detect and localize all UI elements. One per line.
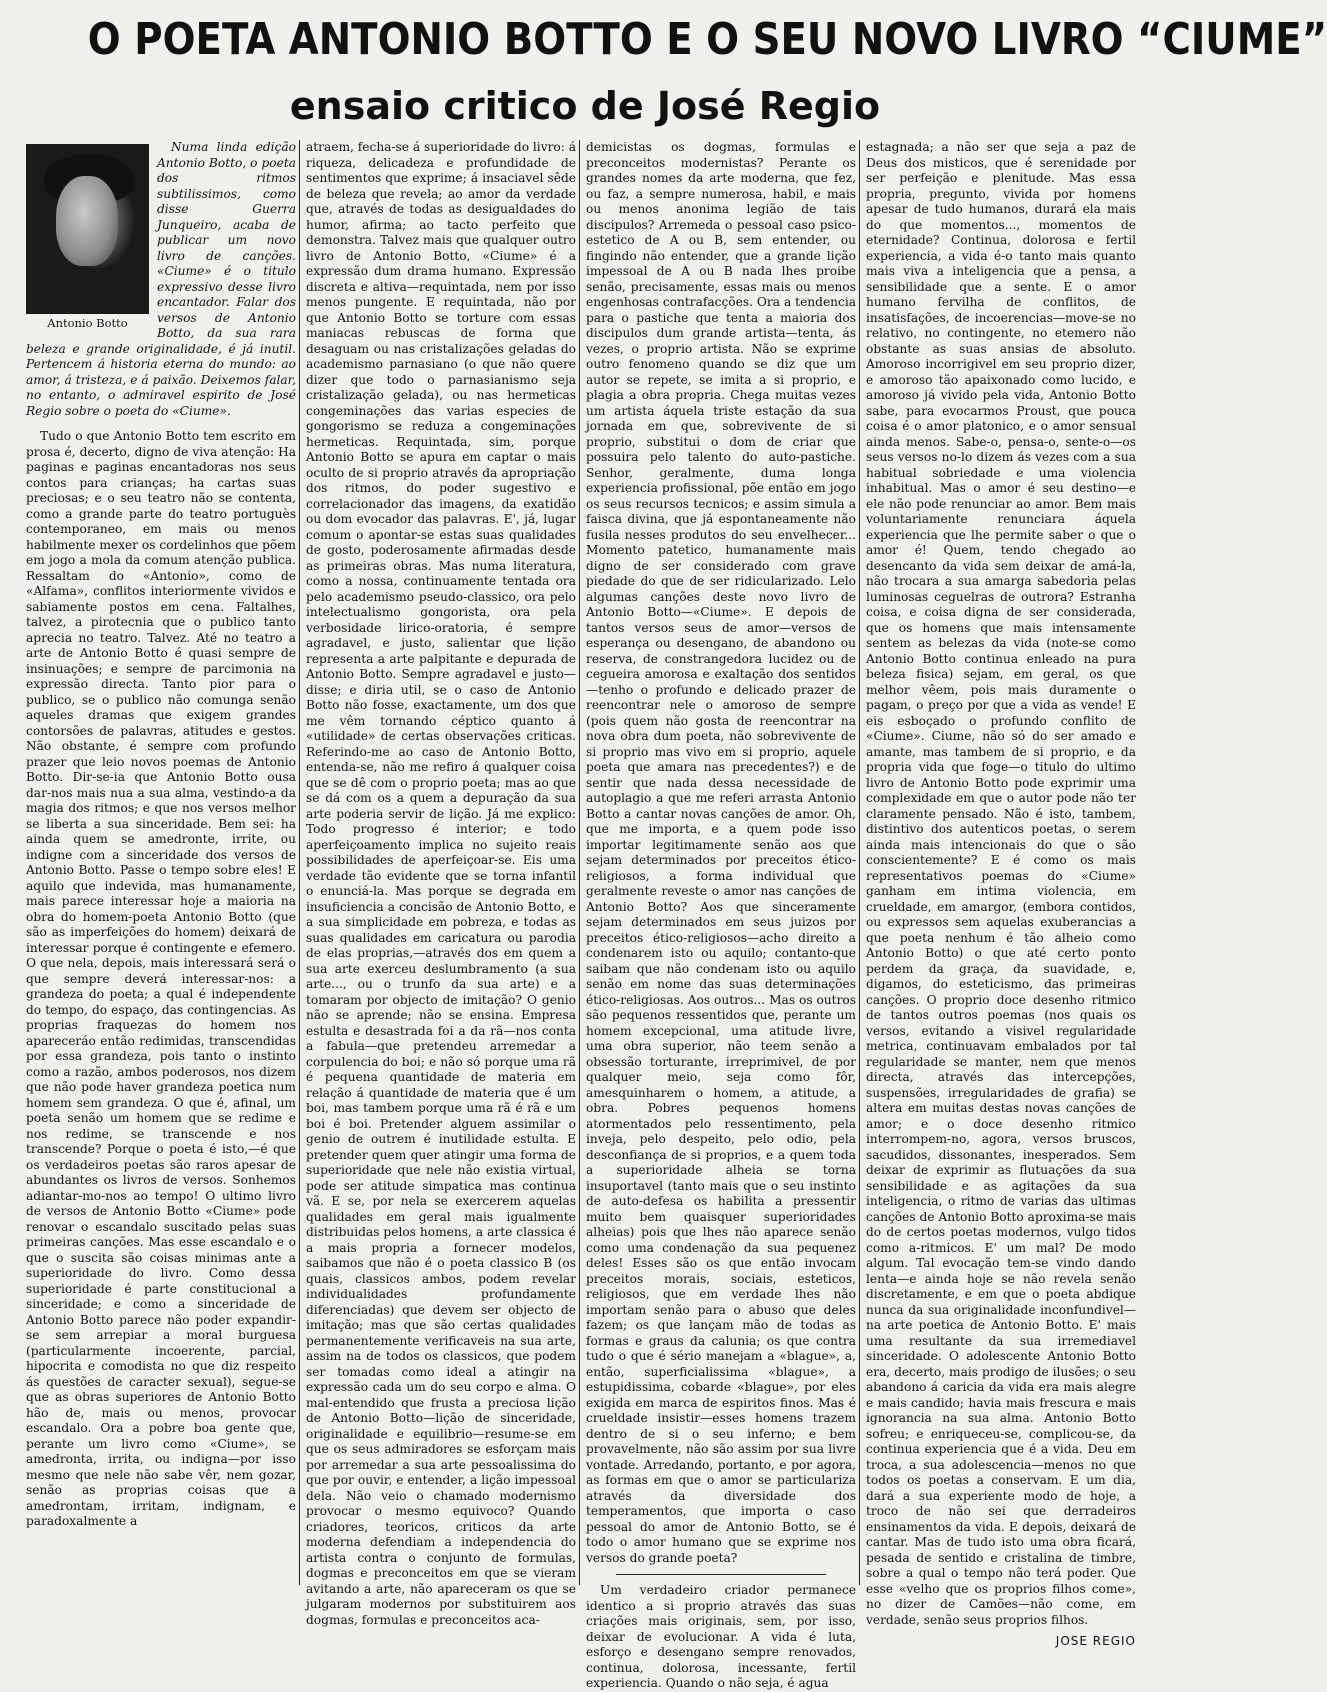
column-3 — [586, 140, 856, 1690]
column-3-tail-text: Um verdadeiro criador permanece identico a si proprio através das suas criações mais originais, sem, por isso, deixar de evolucionar. A vida é luta, esforço e desengano sempre renovados, continua, dolorosa, incessante, fertil experiencia. Quando o não seja, é agua — [586, 1583, 856, 1690]
section-separator — [616, 1574, 826, 1575]
photo-caption: Antonio Botto — [47, 316, 128, 330]
subheadline: ensaio critico de José Regio — [289, 84, 881, 128]
photo-face-shape — [56, 176, 118, 266]
column-3-text: demicistas os dogmas, formulas e preconceitos modernistas? Perante os grandes nomes da arte moderna, que fez, ou faz, a sempre numerosa, habil, e mais ou menos anonima legião de tais discipulos? Arremeda o pessoal caso psico-estetico de A ou B, sem entender, ou fingindo não entender, que a grande lição impessoal de A ou B nada lhes proibe senão, precisamente, essas mais ou menos engenhosas contrafacções. Ora a tendencia para o pastiche que tenta a maioria dos discipulos dum grande artista—tenta, ás vezes, o proprio artista. Não se exprime outro fenomeno quando se diz que um autor se repete, se imita a si proprio, e plagia a obra propria. Chega muitas vezes um artista áquela triste estação da sua jornada em que, sobrevivente de si proprio, substitui o dom de criar que possuira pelo talento do auto-pastiche. Senhor, geralmente, duma longa experiencia profissional, põe então em jogo os seus recursos tecnicos; e assim simula a faisca divina, que já espontaneamente não fusila nesses produtos do seu envelhecer... Momento pateticо, humanamente mais digno de ser considerado com grave piedade do que de ser ridicularizado. Lelo algumas canções deste novo livro de Antonio Botto—«Ciume». E depois de tantos versos seus de amor—versos de esperança ou desengano, de abandono ou reserva, de constrangedora lucidez ou de cegueira amorosa e exaltação dos sentidos—tenho o profundo e delicado prazer de reencontrar nele o amoroso de sempre (pois quem não gosta de reencontrar na nova obra dum poeta, não sobrevivente de si proprio mas vivo em si proprio, aquele poeta que amara nas precedentes?) e de sentir que nada dessa necessidade de autoplagio a que me referi arrasta Antonio Botto a cantar novas canções de amor. Oh, que me importa, e a quem pode isso importar legitimamente senão aos que sejam determinados por preceitos ético-religiosos, a forma individual que geralmente reveste o amor nas canções de Antonio Botto? Aos que sinceramente sejam determinados em seus juizos por preceitos ético-religiosos—acho direito a condenarem isto ou aquilo; contanto-que saibam que não condenam isto ou aquilo senão em nome das suas determinações ético-religiosas. Aos outros... Mas os outros são pequenos ressentidos que, perante um homem excepcional, uma atitude livre, uma obra superior, não teem senão a obsessão torturante, irreprimivel, de por qualquer meio, seja como fôr, amesquinharem o homem, a atitude, a obra. Pobres pequenos homens atormentados pelo ressentimento, pela inveja, pelo despeito, pelo odio, pela desconfiança de si proprios, e a quem toda a superioridade alheia se torna insuportavel (tanto mais que o seu instinto de auto-defesa os habilita a pressentir muito bem quaisquer superioridades alheias) pois que lhes não aparece senão como uma condenação da sua pequenez deles! Esses são os que então invocam preceitos morais, sociais, esteticos, religiosos, que em verdade lhes não importam senão para o abuso que deles fazem; os que lançam mão de todas as formas e graus da calunia; os que contra tudo o que é sério manejam a «blague», a, então, superficialissima «blague», a estupidissima, cobarde «blague», por eles exigida em marca de espiritos finos. Mas é crueldade insistir—esses homens trazem dentro de si o seu inferno; e bem provavelmente, não são assim por sua livre vontade. Arredando, portanto, e por agora, as formas em que o amor se particulariza através da diversidade dos temperamentos, que importa o caso pessoal do amor de Antonio Botto, se é todo o amor humano que se exprime nos versos do grande poeta? — [586, 140, 856, 1565]
author-photo — [26, 144, 149, 314]
author-signature: JOSE REGIO — [1055, 1634, 1136, 1648]
intro-paragraph: Numa linda edição Antonio Botto, o poeta dos ritmos subtilissimos, como disse Guerra Junqueiro, acaba de publicar um novo livro de canções. «Ciume» é o titulo expressivo desse livro encantador. Falar dos versos de Antonio Botto, da sua rara beleza e grande originalidade, é já inutil. Pertencem á historia eterna do mundo: ao amor, á tristeza, e á paixão. Deixemos falar, no entanto, o admiravel espirito de José Regio sobre o poeta do «Ciume». — [26, 140, 296, 418]
column-1 — [26, 140, 296, 1585]
column-2-text: atraem, fecha-se á superioridade do livro: á riqueza, delicadeza e profundidade de sentimentos que exprime; á insaciavel sêde de beleza que revela; ao amor da verdade que, através de todas as desigualdades do humor, afirma; ao tacto perfeito que demonstra. Talvez mais que qualquer outro livro de Antonio Botto, «Ciume» é a expressão dum drama humano. Expressão discreta e altiva—requintada, nem por isso menos pungente. E requintada, não por que Antonio Botto se torture com essas maniacas rebuscas de forma que desaguam ou nas cristalizações geladas do academismo parnasiano (o que não quere dizer que todo o parnasianismo seja cristalização gelada), ou nas hermeticas congeminações das varias especies de gongorismo se reduza a congeminações hermeticas. Requintada, sim, porque Antonio Botto se apura em captar o mais oculto de si proprio através da apropriação dos ritmos, do poder sugestivo e correlacionador das imagens, da exatidão ou dom evocador das palavras. E', já, lugar comum o apontar-se estas suas qualidades de gosto, poderosamente afirmadas desde as primeiras obras. Mas numa literatura, como a nossa, continuamente tentada ora pelo academismo pseudo-classico, ora pelo intelectualismo gongorista, ora pela verbosidade lirico-oratoria, é sempre agradavel, e justo, salientar que lição representa a arte palpitante e depurada de Antonio Botto. Sempre agradavel e justo—disse; e diria util, se o caso de Antonio Botto não fosse, exactamente, um dos que me vêm tornando céptico quanto á «utilidade» de certas observações criticas. Referindo-me ao caso de Antonio Botto, entenda-se, não me refiro á qualquer coisa que se dê com o proprio poeta; mas ao que se dá com os a quem a depuração da sua arte poderia servir de lição. Já me explico: Todo progresso é interior; e todo aperfeiçoamento implica no sujeito reais possibilidades de aperfeiçoar-se. Eis uma verdade tão evidente que se torna infantil o enunciá-la. Mas porque se degrada em insuficiencia a concisão de Antonio Botto, e a sua simplicidade em pobreza, e todas as suas qualidades em caricatura ou parodia de elas proprias,—através dos em quem a sua arte exerceu deslumbramento (a sua arte..., ou o trunfo da sua arte) e a tomaram por objecto de imitação? O genio não se aprende; não se ensina. Empresa estulta e desastrada foi a da rã—nos conta a fabula—que pretendeu arremedar a corpulencia do boi; e não só porque uma rã é pequena quantidade de materia em relação á quantidade de materia que é um boi, mas tambem porque uma rã é rã e um boi é boi. Pretender alguem assimilar o genio de outrem é inutilidade estulta. E pretender quem quer atingir uma forma de superioridade que nele não existia virtual, pode ser atitude simpatica mas continua vã. E se, por nela se exercerem aquelas qualidades em geral mais igualmente distribuidas pelos homens, a arte classica é a mais propria a fornecer modelos, saibamos que não é o poeta classico B (os quais, classicos ambos, podem revelar individualidades profundamente diferenciadas) que devem ser objecto de imitação; mas que são certas qualidades permanentemente verificaveis na sua arte, assim na de todos os classicos, que podem ser tomadas como ideal a atingir na expressão cada um do seu corpo e alma. O mal-entendido que frusta a preciosa lição de Antonio Botto—lição de sinceridade, originalidade e equilibrio—resume-se em que os seus admiradores se esforçam mais por arremedar a sua arte pessoalissima do que por ouvir, e entender, a lição impessoal dela. Não veio o chamado modernismo provocar o mesmo equivoco? Quando criadores, teoricos, criticos da arte moderna defendiam a independencia do artista contra o conjunto de formulas, dogmas e preconceitos em que se vieram avitando a arte, não apareceram os que se julgaram modernos por substituirem aos dogmas, formulas e preconceitos aca- — [306, 140, 576, 1627]
column-2 — [306, 140, 576, 1627]
column-divider — [299, 140, 300, 1585]
headline: O POETA ANTONIO BOTTO E O SEU NOVO LIVRO “CIUME” — [87, 14, 1327, 65]
column-4-text: estagnada; a não ser que seja a paz de Deus dos misticos, que é serenidade por ser perfeição e plenitude. Mas essa propria, pregunto, vivida por homens apesar de tudo humanos, durará ela mais do que momentos..., momentos de eternidade? Continua, dolorosa e fertil experiencia, a vida é-o tanto mais quanto mais viva a inteligencia que a pensa, a sensibilidade que a sente. E o amor humano fervilha de conflitos, de insatisfações, de incoerencias—move-se no relativo, no contingente, no etemero não obstante as suas ansias de absoluto. Amoroso incorrigivel em seu proprio dizer, e amoroso tão apaixonado como lucido, e amoroso já vivido pela vida, Antonio Botto sabe, para evocarmos Proust, que pouca coisa é o amor platonico, e o amor sensual ainda menos. Sabe-o, pensa-o, sente-o—os seus versos no-lo dizem ás vezes com a sua habitual sobriedade e uma violencia inhabitual. Mas o amor é seu destino—e ele não pode renunciar ao amor. Bem mais voluntariamente renunciara áquela experiencia que lhe permite saber o que o amor é! Quem, tendo chegado ao desencanto da vida sem deixar de amá-la, não trocara a sua amarga sabedoria pelas luminosas ceguelras de outrora? Estranha coisa, e coisa digna de ser considerada, que os homens que mais intensamente sentem as belezas da vida (note-se como Antonio Botto continua enleado na pura beleza fisica) sejam, em geral, os que melhor vêem, pois mais duramente o pagam, o preço por que a vida as vende! E eis esboçado o profundo conflito de «Ciume». Ciume, não só do ser amado e amante, mas tambem de si proprio, e da propria vida que foge—o titulo do ultimo livro de Antonio Botto pode exprimir uma complexidade em que o autor pode não ter claramente pensado. Não é isto, tambem, distintivo dos autenticos poetas, o serem ainda mais intencionais do que o são conscientemente? E é como os mais representativos poemas do «Ciume» ganham em intima violencia, em crueldade, em amargor, (embora contidos, ou expressos sem aquelas exuberancias a que poeta nenhum é tão alheio como Antonio Botto) o que até certo ponto perdem da graça, da suavidade, e, digamos, do esteticismo, das primeiras canções. O proprio doce desenho ritmico de tantos outros poemas (nos quais os versos, evitando a visivel regularidade metrica, continuavam embalados por tal regularidade se manter, nem que menos directa, através das intercepções, suspensões, irregularidades de grafia) se altera em muitas destas novas canções de amor; e o doce desenho ritmico interrompem-no, agora, versos bruscos, sacudidos, dissonantes, inesperados. Sem deixar de exprimir as flutuações da sua sensibilidade e as agitações da sua inteligencia, o ritmo de varias das ultimas canções de Antonio Botto aproxima-se mais do de certos poetas modernos, vulgo tidos como a-ritmicos. E' um mal? De modo algum. Tal evocação tem-se vindo dando lenta—e ainda hoje se não revela senão discretamente, e em que o poeta abdique nunca da sua originalidade inconfundivel—na arte poetica de Antonio Botto. E' mais uma resultante da sua irremediavel sinceridade. O adolescente Antonio Botto era, decerto, mais prodigo de ilusões; o seu abandono á caricia da vida era mais alegre e mais candido; havia mais frescura e mais ignorancia na sua alma. Antonio Botto sofreu; e enriqueceu-se, complicou-se, da continua experiencia que é a vida. Deu em troca, a sua adolescencia—menos no que todos os poetas a conservam. E um dia, dará a sua experiente modo de hoje, a troco de não sei que derradeiros ensinamentos da vida. E depois, deixará de cantar. Mas de tudo isto uma obra ficará, pesada de sentido e cristalina de timbre, sobre a qual o tempo não terá poder. Que esse «velho que os proprios filhos come», no dizer de Camões—não come, em verdade, senão seus proprios filhos. — [866, 140, 1136, 1627]
column-4 — [866, 140, 1136, 1648]
column-divider — [859, 140, 860, 1585]
column-1-text: Tudo o que Antonio Botto tem escrito em prosa é, decerto, digno de viva atenção: Ha paginas e paginas encantadoras nos seus contos para crianças; ha cartas suas preciosas; e o seu teatro não se contenta, como a grande parte do teatro portuguès contemporaneo, em mais ou menos habilmente mexer os cordelinhos que põem em jogo a mola da comum atenção publica. Ressaltam do «Antonio», como de «Alfama», conflitos interiormente vividos e sabiamente postos em cena. Faltalhes, talvez, a pirotecnia que o publico tanto aprecia no teatro. Talvez. Até no teatro a arte de Antonio Botto é quasi sempre de insinuações; e sempre de parcimonia na expressão directa. Tanto pior para o publico, se o publico não comunga senão aqueles dramas que exigem grandes contorsões de palavras, atitudes e gestos. Não obstante, é sempre com profundo prazer que leio novos poemas de Antonio Botto. Dir-se-ia que Antonio Botto ousa dar-nos mais nua a sua alma, vestindo-a da magia dos ritmos; e que nos versos melhor se liberta a sua sinceridade. Bem sei: ha ainda quem se amedronte, irrite, ou indigne com a sinceridade dos versos de Antonio Botto. Passe o tempo sobre eles! E aquilo que indevida, mas humanamente, mais parece interessar hoje a maioria na obra do homem-poeta Antonio Botto (que são as imperfeições do homem) deixará de interessar porque é contingente e efemero. O que nela, depois, mais interessará será o que sempre deverá interessar-nos: a grandeza do poeta; a qual é independente do tempo, do espaço, das contingencias. As proprias fraquezas do homem nos apareceráo então redimidas, transcendidas por essa grandeza, pois tanto o instinto como a razão, ambos poderosos, nos dizem que não pode haver grandeza poetica num homem sem grandeza. O que é, afinal, um poeta senão um homem que se redime e nos redime, se transcende e nos transcende? Porque o poeta é isto,—é que os verdadeiros poetas são raros apesar de abundantes os livros de versos. Sonhemos adiantar-mo-nos ao tempo! O ultimo livro de versos de Antonio Botto «Ciume» pode renovar o escandalo suscitado pelas suas primeiras canções. Mas esse escandalo e o que o suscita são coisas minimas ante a superioridade do livro. Como dessa superioridade é parte constitucional a sinceridade; e como a sinceridade de Antonio Botto parece não poder expandir-se sem arrepiar a moral burguesa (particularmente incoerente, parcial, hipocrita e comodista no que diz respeito ás questões de caracter sexual), segue-se que as obras superiores de Antonio Botto hão de, mais ou menos, provocar escandalo. Ora a pobre boa gente que, perante um livro como «Ciume», se amedronta, irrita, ou indigna—por isso mesmo que nele não sabe vêr, nem gozar, senão as proprias coisas que a amedrontam, irritam, indignam, e paradoxalmente a — [26, 429, 296, 1528]
column-divider — [579, 140, 580, 1585]
